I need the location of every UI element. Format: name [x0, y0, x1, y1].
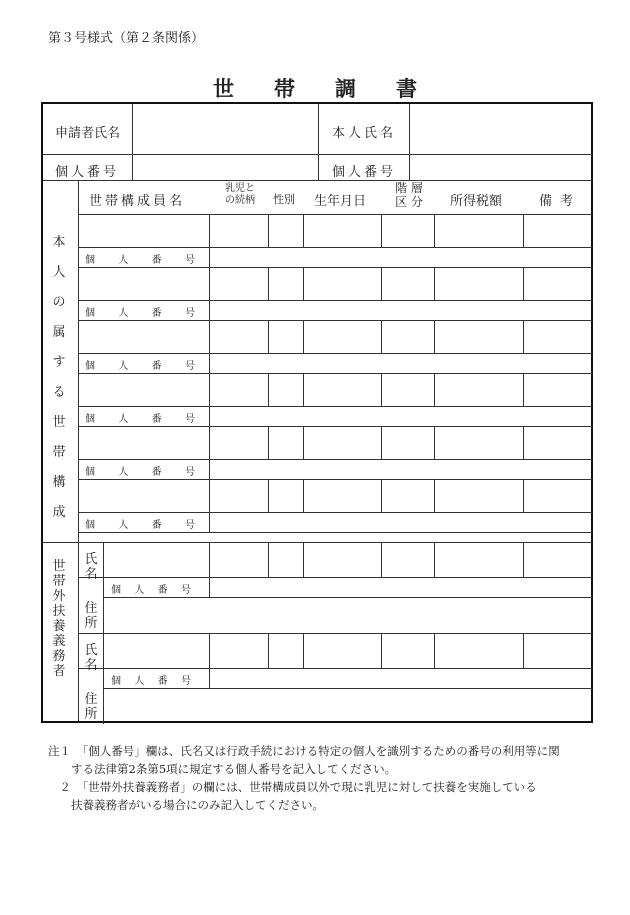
member-number-char: 番 — [151, 308, 162, 319]
label-char: 住 — [84, 692, 98, 707]
member-number-char: 人 — [118, 414, 129, 425]
side-char: る — [52, 385, 66, 400]
remarks-cell[interactable] — [523, 214, 593, 247]
col-gender: 性別 — [273, 193, 295, 206]
obligor-name-field[interactable] — [103, 633, 593, 668]
grid-line — [318, 104, 319, 180]
member-number-char: 個 — [85, 255, 95, 266]
member-number-char: 番 — [151, 414, 162, 425]
household-survey-table — [41, 102, 593, 723]
self-name-label: 本人氏名 — [332, 126, 397, 141]
member-number-char: 人 — [118, 308, 129, 319]
member-number-label — [85, 357, 195, 372]
col-member-name: 世帯構成員名 — [89, 194, 186, 209]
note-line: 注１ 「個人番号」欄は、氏名又は行政手続における特定の個人を識別するための番号の利用等に関 — [48, 744, 560, 758]
member-name-cell[interactable] — [78, 426, 209, 459]
side-char: 義 — [52, 634, 66, 649]
gender-cell[interactable] — [268, 426, 303, 459]
obligor-address-label — [81, 692, 101, 722]
member-number-char: 人 — [118, 361, 129, 372]
member-number-char: 個 — [85, 520, 95, 531]
relation-cell[interactable] — [209, 479, 268, 512]
birth-date-cell[interactable] — [303, 373, 381, 406]
obligor-number-char: 人 — [134, 585, 145, 596]
member-number-field[interactable] — [209, 406, 593, 426]
tier-cell[interactable] — [381, 373, 434, 406]
label-char: 氏 — [84, 552, 98, 567]
label-char: 所 — [84, 707, 98, 722]
member-number-char: 番 — [151, 255, 162, 266]
relation-cell[interactable] — [209, 214, 268, 247]
income-tax-cell[interactable] — [434, 479, 523, 512]
obligor-number-char: 人 — [134, 676, 145, 687]
member-number-char: 号 — [184, 308, 195, 319]
member-number-char: 個 — [85, 361, 95, 372]
member-name-cell[interactable] — [78, 479, 209, 512]
member-number-char: 個 — [85, 467, 95, 478]
birth-date-cell[interactable] — [303, 320, 381, 353]
col-birth-date: 生年月日 — [314, 194, 367, 209]
obligor-number-char: 号 — [180, 676, 191, 687]
member-name-cell[interactable] — [78, 320, 209, 353]
note-line: 扶養義務者がいる場合にのみ記入してください。 — [48, 798, 324, 812]
gender-cell[interactable] — [268, 267, 303, 300]
tier-cell[interactable] — [381, 320, 434, 353]
obligor-number-char: 号 — [180, 585, 191, 596]
side-char: 属 — [52, 325, 66, 340]
obligor-name-label — [81, 643, 101, 673]
side-char: 構 — [52, 475, 66, 490]
self-name-field[interactable] — [409, 104, 593, 154]
gender-cell[interactable] — [268, 479, 303, 512]
label-char: 所 — [84, 616, 98, 631]
side-char: 世 — [52, 415, 66, 430]
notes — [48, 742, 560, 814]
member-number-char: 号 — [184, 255, 195, 266]
side-char: 務 — [52, 649, 66, 664]
member-number-char: 号 — [184, 361, 195, 372]
relation-cell[interactable] — [209, 373, 268, 406]
side-char: 人 — [52, 265, 66, 280]
obligor-name-label — [81, 552, 101, 582]
member-number-char: 番 — [151, 467, 162, 478]
col-income-tax: 所得税額 — [450, 194, 503, 209]
obligor-number-char: 個 — [111, 585, 121, 596]
side-char: 成 — [52, 505, 66, 520]
household-side-label — [49, 228, 69, 528]
relation-cell[interactable] — [209, 267, 268, 300]
my-number-field[interactable] — [132, 155, 318, 180]
side-char: 帯 — [52, 574, 66, 589]
col-tier-l1: 階 層 — [395, 181, 423, 195]
member-number-char: 号 — [184, 467, 195, 478]
col-tier-l2: 区 分 — [395, 195, 423, 209]
obligor-number-char: 番 — [157, 676, 168, 687]
side-char: す — [52, 355, 66, 370]
member-number-label — [85, 251, 195, 266]
member-number-char: 番 — [151, 361, 162, 372]
side-char: 帯 — [52, 445, 66, 460]
obligor-address-field[interactable] — [103, 597, 593, 633]
note-line: ２ 「世帯外扶養義務者」の欄には、世帯構成員以外で現に乳児に対して扶養を実施している — [48, 780, 537, 794]
self-number-label: 個人番号 — [332, 165, 397, 180]
birth-date-cell[interactable] — [303, 267, 381, 300]
obligor-address-label — [81, 601, 101, 631]
obligor-number-label — [111, 581, 191, 596]
self-number-field[interactable] — [409, 155, 593, 180]
remarks-cell[interactable] — [523, 373, 593, 406]
grid-line — [78, 532, 593, 533]
applicant-name-field[interactable] — [132, 104, 318, 154]
page-title: 世帯調書 — [213, 76, 457, 101]
obligor-number-field[interactable] — [209, 668, 593, 688]
obligor-side-label — [49, 559, 69, 679]
member-number-field[interactable] — [209, 353, 593, 373]
income-tax-cell[interactable] — [434, 267, 523, 300]
member-number-char: 人 — [118, 255, 129, 266]
member-number-char: 個 — [85, 308, 95, 319]
member-number-field[interactable] — [209, 247, 593, 267]
remarks-cell[interactable] — [523, 267, 593, 300]
income-tax-cell[interactable] — [434, 320, 523, 353]
obligor-number-label — [111, 672, 191, 687]
obligor-number-char: 番 — [157, 585, 168, 596]
obligor-number-char: 個 — [111, 676, 121, 687]
side-char: 本 — [52, 235, 66, 250]
member-number-field[interactable] — [209, 512, 593, 532]
side-char: 者 — [52, 664, 66, 679]
side-char: 外 — [52, 589, 66, 604]
member-number-label — [85, 410, 195, 425]
member-number-char: 号 — [184, 520, 195, 531]
member-name-cell[interactable] — [78, 373, 209, 406]
member-number-char: 番 — [151, 520, 162, 531]
tier-cell[interactable] — [381, 214, 434, 247]
member-number-field[interactable] — [209, 459, 593, 479]
form-id-label: 第３号様式（第２条関係） — [48, 31, 205, 46]
side-char: の — [52, 295, 66, 310]
tier-cell[interactable] — [381, 479, 434, 512]
relation-cell[interactable] — [209, 426, 268, 459]
label-char: 名 — [84, 658, 98, 673]
tier-cell[interactable] — [381, 426, 434, 459]
obligor-address-field[interactable] — [103, 688, 593, 724]
member-number-label — [85, 304, 195, 319]
birth-date-cell[interactable] — [303, 214, 381, 247]
member-number-char: 人 — [118, 520, 129, 531]
side-char: 扶 — [52, 604, 66, 619]
remarks-cell[interactable] — [523, 426, 593, 459]
member-number-label — [85, 516, 195, 531]
side-char: 養 — [52, 619, 66, 634]
relation-cell[interactable] — [209, 320, 268, 353]
member-number-field[interactable] — [209, 300, 593, 320]
obligor-number-field[interactable] — [209, 577, 593, 597]
income-tax-cell[interactable] — [434, 373, 523, 406]
birth-date-cell[interactable] — [303, 479, 381, 512]
applicant-name-label: 申請者氏名 — [55, 126, 121, 141]
income-tax-cell[interactable] — [434, 214, 523, 247]
grid-line — [43, 180, 593, 181]
side-char: 世 — [52, 559, 66, 574]
member-number-label — [85, 463, 195, 478]
gender-cell[interactable] — [268, 214, 303, 247]
label-char: 名 — [84, 567, 98, 582]
obligor-name-field[interactable] — [103, 542, 593, 577]
col-relation — [211, 183, 269, 207]
gender-cell[interactable] — [268, 373, 303, 406]
col-tier — [384, 181, 434, 209]
col-remarks: 備考 — [539, 194, 582, 209]
label-char: 住 — [84, 601, 98, 616]
income-tax-cell[interactable] — [434, 426, 523, 459]
note-line: する法律第2条第5項に規定する個人番号を記入してください。 — [48, 762, 397, 776]
remarks-cell[interactable] — [523, 479, 593, 512]
col-relation-l1: 乳児と — [225, 183, 255, 194]
tier-cell[interactable] — [381, 267, 434, 300]
member-number-char: 号 — [184, 414, 195, 425]
member-number-char: 人 — [118, 467, 129, 478]
birth-date-cell[interactable] — [303, 426, 381, 459]
label-char: 氏 — [84, 643, 98, 658]
my-number-label: 個人番号 — [55, 165, 120, 180]
member-name-cell[interactable] — [78, 214, 209, 247]
remarks-cell[interactable] — [523, 320, 593, 353]
member-number-char: 個 — [85, 414, 95, 425]
member-name-cell[interactable] — [78, 267, 209, 300]
col-relation-l2: の続柄 — [225, 195, 255, 206]
gender-cell[interactable] — [268, 320, 303, 353]
